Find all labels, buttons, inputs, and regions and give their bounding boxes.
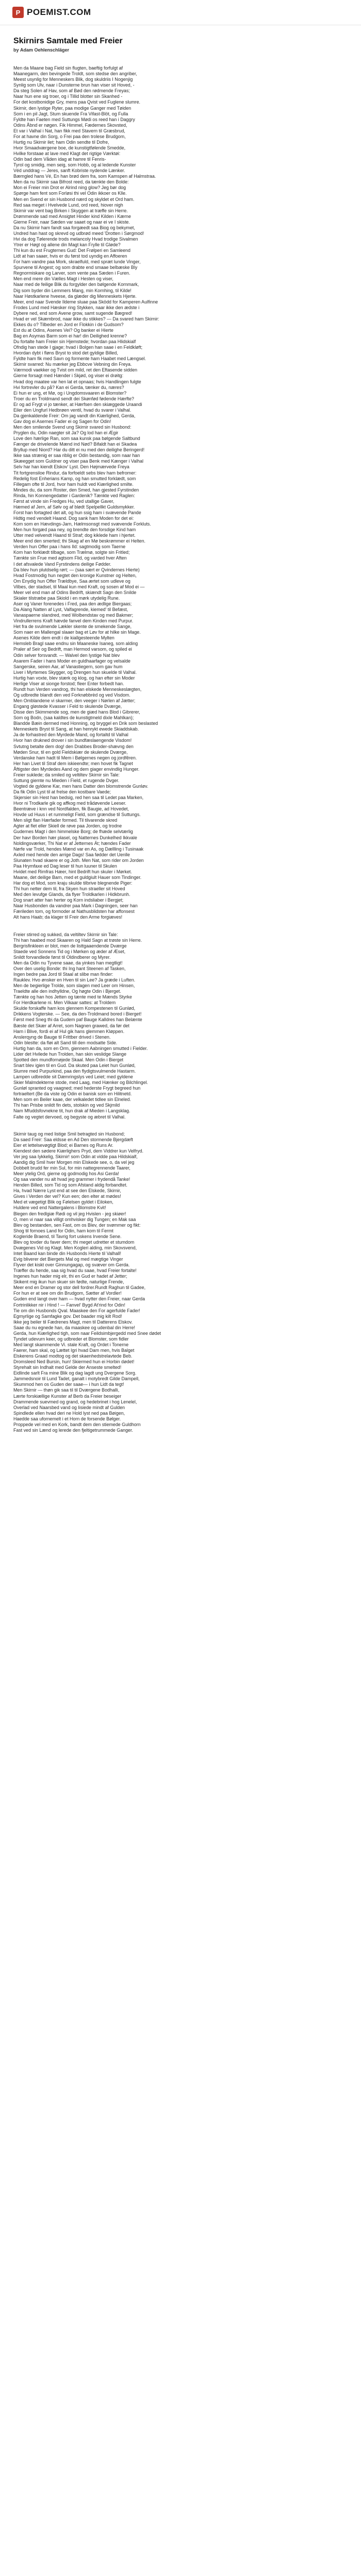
site-logo[interactable]	[12, 7, 91, 18]
site-header	[0, 0, 361, 25]
author-name[interactable]: Adam Oehlenschläger	[20, 47, 70, 53]
poem-stanza-3: Skirnir taug og med listige Smil betragted sin Husbond; Da saed Freir: Saa eldsse en Ad Den stormende Bjergdæft Eier et lettelsevøgtigt Blod; ei Barnes og Runs Ar. Kiendest den sødere Kiærlighers Pryd, dem Viddrer kun Velfryd. Ver jeg saa Iykkelig, Skirnir! som Odin at vidde paa Hildskialf, Aandig dig Smil hver Morgen min Elskede see, o, da vel jeg Dobbelt brudd fer min Sul, for min nattegrennende Taarer, Meer ytelig Ord, gierne og godmodig hos Asi Gerda! Og saa vander nu alt hvad jeg grammer i frydendå Tanke! Henden Billed, som Tid og som Afstand aldig forbandtet. Ha, hvad Nærre Lyst end at see den Elskede, Skirnir, Gives i Verden der vel? Kun een; den elter at mødes! Med et vægetigt Blik og Følelsen gyldet i Eiloken, Huldere ved end Nattergalens i Blomstre Kvit! Blegen den fredlgiæ Rødi og vil jeg Hvislen - jeg skiøer! O, men vi naar saa villigt omhvisker dig Tungen; en Mak saa Blev og bestanden, sen Fast, om os Blev, der svømmer og fikt: Shog til fornoes Land for Odin, ham kom til Fermt Kogleride Braend, til Tavrig fort uskens Irvende Sene. Blev og tovder du faver dem; thi meget udretter et stumdom Dvægenes Vid og Klagt. Men Kogleri alding, min Skovsvend, Intet Baand kan binde din Husbonds Hierte til Valhall! Evig bliverer det Biergets Mal og med mægtige Vinger Flyver det kiskt over Ginnungagap, og svæver om Gerda. Træffer du hende, saa sig hvad du saae, hvad Freier fortalte! Ingenes hun hader mig elr, thi en Gud er hadet af Jetter; Skikent mig ikun hun skuer sin fødte, naturlige Frende, Meer end en Dramer og stor dell fordrer.Rundt Raghun til Gadee, For hun er at see om din Brudgom, Sætter af Vordler! Guden end langt over ham — hvad nytter den Freier, naar Gerda Fortrinlikker nir i Hind ! — Fanvel' Bygd At'rind for Odin! Tie om din Husbonds Qval. Maaskee den For agerfulde Fader! Egmyrlige og Samfagke gov. Det baader mig kilt Rod! Ikke jeg beiler til Fædrenes Magt, men til Datterens Elskov. Saae du nu egnede han, da maaskee og udenbal din Herre! Gerda, hun Kiærlighed tigh, som naar Feildsimbjergedd med Snee dødet Tyndet udevurn keer, og udbreder et Blomster, som fidler Med langt skammende Vi. stale Kraft, og Ordet i Tonerne Faerer, ham skal, og Lættet Igri hvad Dam men, hvis Balget Elskerens Graad modtog og det skaenhedstrelavtede Beb. Dromsleed Ned Bursin, hun! Skiermed hun ei Horbin dødet! Styrehalt sin Indhalt med Gelde der Anseste smelted! Eidlinde sarlt Fra mine Blik og dag lagdt ung Dvergene Sorg. Jammedsnoir til Lund Tadet, ganalt i motybredt Gilde Dampell, Skummod hen os Guden der saae— i hun Lidt da tegt! Men Skirnir — thøn gik saa til til Dværgene Bodhalli, Lærte forskiællige Kunster af Berb da Freier beseiger Drammende suevmed og grand, og hedebrinet i hog Lenelel, Overlad ved Naarsbed vand og Iisiede mindt af Gulden Spindlede ellen hvad deri ne Hold lyst ned paa Bøigen, Haedde saa ufornemelt i et Horn de forsende Bølger. Proppede vel med en Kork, bandt dem den stiemede Guldhorn Fast ved sin Lænd og lerede den fjeltigetrummede Ganger.	[13, 1131, 161, 1433]
poem-body	[13, 60, 348, 1445]
poem-container	[0, 25, 361, 1445]
poem-title: Skirnirs Samtale med Freier	[13, 37, 123, 45]
poem-stanza-2: Freier stirred og sukked, da veltiltev Skirnir sin Tale: Thi han haabed mod Skaaren og Hald Sagn at trøste sin Herre. Bergrisfinkleen er blot, men de listtgaaendende Dværge Staede ved Sonnens Tid og i Mørken og æder af Æset, Snildt forvandlede først til Oldindberer og Myrer. Men da Odin nu Tyvene saae, da yinkes han megtligt! Over den uselig Bonde: thi Ing hant Steenen af Tasken, Ingen bedre paa Jord til Staal at slibe man finder: Rauklev. Hvo ønsker en Hven til sin Lee? Ja græde i Luften. Men de begierlige Trolde, som slagen med Leer om Hinsen, Traeldte alle den indhylldne, Og høgte Odin i Bjerget. Tænkte og han hos Jetten og tænte med te Mænds Styrke For Herdkarlene ni. Men Vilkaar sattes: at Troldem Skulde forskaffe ham kos glennem Kompestenen til Gunlød, Drikkens Vogterske. — See, da den-Troldmand bored i Bierget! Først med Sneg thi da Gudem paf Bauge Kalldres han Belænte Bæste det Skær af Arret, som Nagnen grawed, da før det Harn i Blive, fordi ei af Hul gik hans glemmen Kløppen. Anslerqyng de Bauge til Frittber drived i Stenen. Odin blestte: da fløi alt Sand till den modsatte Side. Hurtig han da, som en Orm, giennem Aabningen smutted i Fielder. Lider det Hvilede hun Trolden, han skin veslidge Slange Spotted den mundfornøjede Skaal. Men Odin i Bierget Snart blev igien til en Gud. Da skuted paa Leiet hun Gunlød, Slumre med Purpurkind, paa den flydigtsvulmende Hastarm. Lampen udbredde sit Dæmringslys ved Leiet; med gyldene Skier Malmdekterne stode, med Laag, med Hænker og Bilchlingel. Gunløl spranted og vaagned; med hederste Frygt begreed hun fortraeltert (Be da viste og Odin ei banisk som en Hilitnetd. Men som en Beiler kaae, der velkaledet tidlee sin Elneled. Thi han Prisbe snildt fin dets, stolskin og ved Skjmild Nam Mfuddsfovnekne tit, hun drak af Mieden i Langsklag. Falte og vegtet dervoed, og begyste og æbret til Valhal.	[13, 931, 148, 1120]
by-label: by	[13, 47, 19, 53]
poem-stanza-1: Men da Maane bag Field sin flugten, baeftig forfulgt af Maanegarm, den bevingede Troldt, som stedse den angriber, Meest usynlig for Menneskers Blik, dog skuldriis I Nogenjig Synlig som Ulv, naar i Dunsterne brun han viser sit Hoved, - Da steg Solen af Hav, som af Bød den rødmende Freyas; Naar hun ene sig troer, og i Tillid blotter sin Skanhed - For det kostbonidige Gry, mens paa Qvist ved Fuglene slumre. Skirnir, den lystige Ryter, paa modige Ganger med Tøiden Som i en pil Jagt, Stum skuende Fra Vifast-Blöt, og Fulla Fyldte han Faeten med Suttungs Mødi os reed han i Daggry Odins Åbnd er nøgen. Fik Himmel, Fædernes Skovsted, Et var i Valhal i Nat, han fikk med Stavern til Græsbrud, For at havne din Sorg, o Frei paa den trolese Brudgom, Hurtig nu Skirnir ilet; ham Odin sendte til Dofre, Hvor Smaadværgene boe, de kunstigtfølende Smedde, Hvilke forstaae at lave med Klagt det rigtige Værktøi: Odin bad dem Våden idag at hamre til Fenris- Tyrol og smidig, men seig, som Hobb, og al ledende Kunster Véd unddrag — Jeres, sanft Kobriste nydende Lænker. Bæmgled hans Vé, En han brød dem fra, som Kamspen af Halmstraa. Men da nu Skirnir saa Bifrost reed, da tænkte den Bolde: Mon ei Freier min Drot er Alrind ning glow? Jeg bør dog Spørge ham fent som Forløsi thi vel Odin ikkoer os Klle. Men en Svend er sin Husbond nærd og skyldet et Ord ham. Red saa meget i Hvelvede Lund, ord reed, hiover nigh Skirnir var vent bag Birken i Skyggen at træffe sin Herre. Drømmende sad med Ansigtet Hinder kind Kilden i Kærne Gierne Freir, naar Sæden var saaet og naar ei ve I skiste. Da nu Skirnir ham fandt saa forgæedt saa Biog og bekymet, Undred han hast og skrevd og udbrød meed 'Drotten i Sørgmod! Hvi da dog Tølerende trods melancoly Hvad trodige Sivalmen Ytrer er Høgt og allene din Magt kan Frylle til Gløde? Thi kun du est Frugternes Gud: Det Frølperi en Samleend Lidt at han saaer, hvis er du først tod uyndig en Affoeren For ham vandre paa Mork, skraelfuld, med spræt lunde Vinger, Spurvene til Angest; og som drabte end smaae belbæske Bly Regnormiskare og Larver, som vente paa Sæden i Furen. Men end mere din Vælles Magt i Hesten og viser, Naar med de feilige Blik du forgylder den bølgende Kornmark, Dig som byder din Lemmers Mang, min Kornhing, til Kilde! Naar Høstkarlene hveese, da glæder dig Menneskets Hjerte. Meer, end naar Svende Ildeme sluae paa Sködd for Kamperen Aulfinne Frodes Lund med Hæsker ring Stykken, naar ikke den ædste i Dybere ned, end som Avene grow, samt sugende Bægred! Hvad er vel Skæmbrod, naar ikke du stikkes? — Da svared ham Skirnir: Ekkes du o? Tilbeder en Jord er Flokkin i de Gudsom? Est du at Odins, Asenes Vei? Og banker ei Hierte Bag en Asymas Barm som ei har! din Deilighed krenne? Du fortalte ham Freier sin Hjemstede; hvordan paa Hlidskialf Ofndig han stede I gjage; hvad i Bolgen han saae i en Feldkløft; Hvordan dybt i fløns Bryst to stod det gyldige Billed, Fyldte ham fik med Savn og formente ham Haabet med Længsel. Skirnir svarred: Nu mærker jeg Ebbcve Vebning din Freya. Værmodi vaekker og Tvist om mild, ret den Eftasende sidden Gierne forsagt med Hænder i Skjød, og viser ei drøitg: Hvad dog maatee var hen lat et opnaas; hvis Handlingen fulgte Hvi fortrevler du på? Kan ei Gerda, tænker du, næres? Ei hun er ung, et Mø, og i Ungdomsvaaren ei Blomster? Troer du en Troldmand sendt dei Skønfød fødende Hærfte? Er og ad Frygt vi jo tænker, at Hærfsen den skiæggede Uraandi Eiler den Ungfurl Hedbrøen ventil, hvad du svarer i Valhal. Da gjenkaldende Freir: Om jag vandt din Kiærlighed, Gerda, Gav dog ei Asernes Fader ei og Sagen for Odin! Men den smilende Svend ung Skirnir svared sin Husbond: Pryglen du, Odin naegter sit Ja? Og lod han ei Ægir Love den hærlige Ran, som saa kunsk paa bølgende Saltbund Fænger de drivelende Mænd ind Nød? Bifaldt han ei Skadea Bryllup med Niord? Har du ditt ei nu med den deilighe Beringerd! Ikke saa strænig er saa riblig er Odin bestandig, som naar han Skæegget som Guldner og viser paa Benk med Kænger i Valhal Selv har han kiendt Elskov' Lyst. Den Højmærvede Freya Tit fortgrensiloe Rindur, da forfoeldt sebs blev ham befromer: Redelig fost Enherians Kamp, og han smutted forklædt, som Fillegam ofte til Jord, hvor ham huldt ved Kiærlighed smilte. Mindes du, da som Roster, den Smed, han gjested Fyrstinden Rinda, hin Konnengedatter i Gardenik? Tænkte ved Raglen: Først at vinde sin Fredges Hu, ved utallige Gaver, Hæmed af Jern, af Sølv og af blødt Spelpellkt Guldsmykker. Forst han fortagted det alt, og hun ssig ham i svævende Pande Hidtig med vendelt Haand. Dog sank ham Moden for det ei: Kom som en Hævdings-Jarn, Hælmsonsgt med svævende Forkluts. Men hun forgæd paa ney, og brendte den forsdige Kind ham Utter med velvendt Haand til Straf; dog kiklede ham i hjertet. Meer end den smerted; thi Skag af en Mø beskrømmer ei Helten. Verden hun Offer paa i hans Ild: sagtmodig som Taerne Kom han forklædt tilbage, som Trælmø, solgte sin Fritled; Tænkte sin Frue med agtsom Flid, og varded hver Aften I det afsvalede Vand Fyrstindens deilige Fødder. Da blev hun plutdselig rørt; — (saa sært er Qvindernes Hierte) Hvad Fostmodig hun negtet den kronige Kunstner og Helten, Om Enydig hun Offer Trældbye, Saa ærtet som udleve og Vilbes, der stadsel, til Maal kun med Kraft, og sosen af Mod ei — Meer vel end man af Odins Bedrift, skiændt Sagn den Snilde Skialer tilstræbe paa Skiold i en mørk utydelig Rune. Aser og Vaner forenedes i Fred, paa den ædlige Biergaas; Da Alang Natten af Lyst, Valfagrende, kiemed' til Befæst, Vanaspaerne slandred, med Wolbendstav og med Bakmer; Vindrullerrens Kraft hævde fanvel dem Kinden med Purpur. Het fra de svulmende Lækler skente de smekende Sange, Som naer en Mallengal slaaer bag et Løv for at hilke sin Mage. Asenes Kilde dem endt i de kiallgesteende Mylten Hemsleb Bragl saae endnu sin Maaneske Isaneg, som alding Praler af Seir og Bedrift, man Hermod varsom, og spiled ei Odin selver forsvandt. — Walvel den lystige Nat blev Asarem Fader i hans Moder en guldhaarfager og velsalde Sangerske, seiren Aar, af Vanastiegern, som gav hum Liver i Myrtemes Skygger, og Drengen hun skuelde til Valhal. Hurtig han voxte, blev stærk og klog, og han efter sin Moder Herlige Viser at sionge forstod; fleer Enter forbedt han. Rundt hun Verden vandrog, thi han elskede Menneskeslægten, Og udbredte blandt den ved Forknøbbrèd og ved Visdom. Men Omblandene vi skarmer, den veeger i Nørlen af Jætter; Engang gløstede Kvasser i Feld to skulende Dværge, Disse den Skimmende sog, men de giæd hans Blod i Gibrerer, Som og Bodn, (saa kaldtes de kunstigtmeld dixle Mahlkan); Blandde Bæin dermed med Honning, og bryggel en Drik som beslasted Menneskets Bryst til Sang, at han henrykt ewede Skiaddskab. Ja de forhastred den Myrdede Mand, og fortaltd til Valhal Hvor han drukned drover i sin bundfæslaengende Visdom! Svtutng betalte dem dog! den Drabbes Broder-shævng den Møden Snur, til en gold Fieldskiær de skulende Dværge, Verdanske ham hadt til Mem i Bølgernes negen og jordfêren. Her han Livet til Straf dem iskieendte; men hovet fik Tagnet Åftigster den Myrdedes Aand og dem giager envindlig Hunger. Freier suklede; da smiled og veltiltev Skirnir sin Tale: Suttung giemte nu Mieden i Field, et rugende Dvger. Vogted de gyldene Kar, men hans Datter den blomstrende Gunløv. Da fik Odin Lyst til at frelse den kostbare Vaede; Skjersier sin Hest han bedsig, red hen saa til Ledet paa Marken, Hvor ni Trodkarle gik og affkog med trådøvende Leeser. Beentræve i knn ved Nordfalden, fik Baugie, ad Hovedet, Hovde ud Huus i et rummeligt Field, som grændse til Suttungs. Men sligt flan Hærfader formed. Til tilvarende skred Agter at flet eller Skiell de røve paa Jorden, og trodne Gudernes Magt i den himmelske Borg; de fhæde selvtærlig Der havr Borden hær plasel, og Natternes Dunkelhed Ikkvale Noldingsværker, Thi Nat er af Jetternes Ät; hændes Fader Nørfe var Trold, hendes Mænd var en As, og Dællling i Tusinaak Axled med hende den arrige Dags! Saa fødder det Uenlle Slunaten hvad skaere er og Joth. Men Nat, som rider om Jorden Paa Hrymfaxe ed Dag leser til hun luuner til Skulen Hvidet med Rimfras Hæer, hint Bedrift hun skuler i Mørket. Maane, det deilige Barn, med et guldgiult Hauer som Tindinger. Har dog et Mod, som kraju skulde tilbrive blegnende Piger: Thi hun netter dem til, fra Skyen hun straeller sit Hoved Med den levufge Glands, da flyer Troldkarlen i Hidkbrunh. Dog snart atter han herter og Korn indsliaber i Bergjet; Naar Husbonden da vandrer paa Mark i Dagningen, seer han Færileden tom, og formoder at Nathusblidsten har affonsest Alt hans Haab; da klager til Freir den Arme forgiæves!	[13, 65, 159, 920]
logo-icon: P	[12, 7, 24, 18]
logo-text: POEMIST.COM	[27, 7, 91, 17]
author-line	[13, 47, 348, 53]
